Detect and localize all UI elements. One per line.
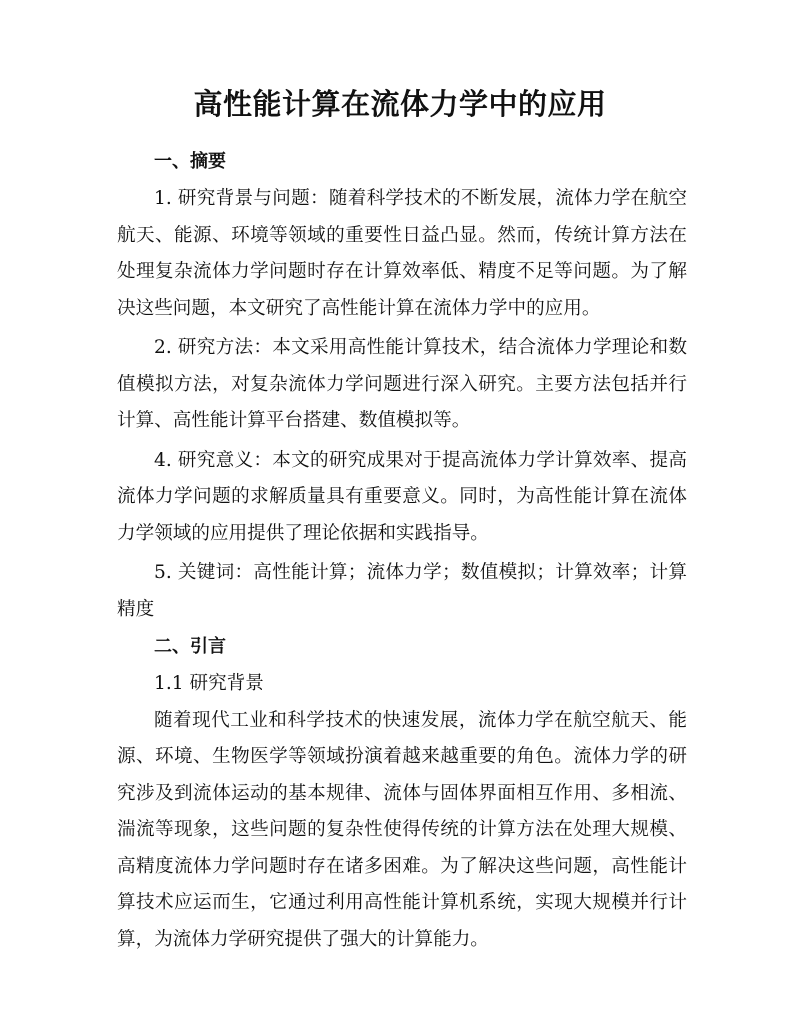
abstract-paragraph-significance: 4. 研究意义：本文的研究成果对于提高流体力学计算效率、提高流体力学问题的求解质量具有重要意义。同时，为高性能计算在流体力学领域的应用提供了理论依据和实践指导。: [117, 449, 687, 544]
abstract-paragraph-method: 2. 研究方法：本文采用高性能计算技术，结合流体力学理论和数值模拟方法，对复杂流体力学问题进行深入研究。主要方法包括并行计算、高性能计算平台搭建、数值模拟等。: [117, 337, 687, 431]
intro-paragraph-background: 随着现代工业和科学技术的快速发展，流体力学在航空航天、能源、环境、生物医学等领域扮演着越来越重要的角色。流体力学的研究涉及到流体运动的基本规律、流体与固体界面相互作用、多相流、湍流等现象，这些问题的复杂性使得传统的计算方法在处理大规模、高精度流体力学问题时存在诸多困难。为了解决这些问题，高性能计算技术应运而生，它通过利用高性能计算机系统，实现大规模并行计算，为流体力学研究提供了强大的计算能力。: [117, 709, 687, 950]
document-title: 高性能计算在流体力学中的应用: [193, 87, 607, 121]
abstract-paragraph-background: 1. 研究背景与问题：随着科学技术的不断发展，流体力学在航空航天、能源、环境等领域的重要性日益凸显。然而，传统计算方法在处理复杂流体力学问题时存在计算效率低、精度不足等问题。为了解决这些问题，本文研究了高性能计算在流体力学中的应用。: [117, 188, 687, 319]
document-body: [117, 143, 687, 958]
section-heading-intro: 二、引言: [154, 636, 226, 657]
section-heading-abstract: 一、摘要: [154, 151, 226, 172]
abstract-paragraph-keywords: 5. 关键词：高性能计算；流体力学；数值模拟；计算效率；计算精度: [117, 562, 687, 620]
subsection-heading-background: 1.1 研究背景: [154, 673, 264, 694]
